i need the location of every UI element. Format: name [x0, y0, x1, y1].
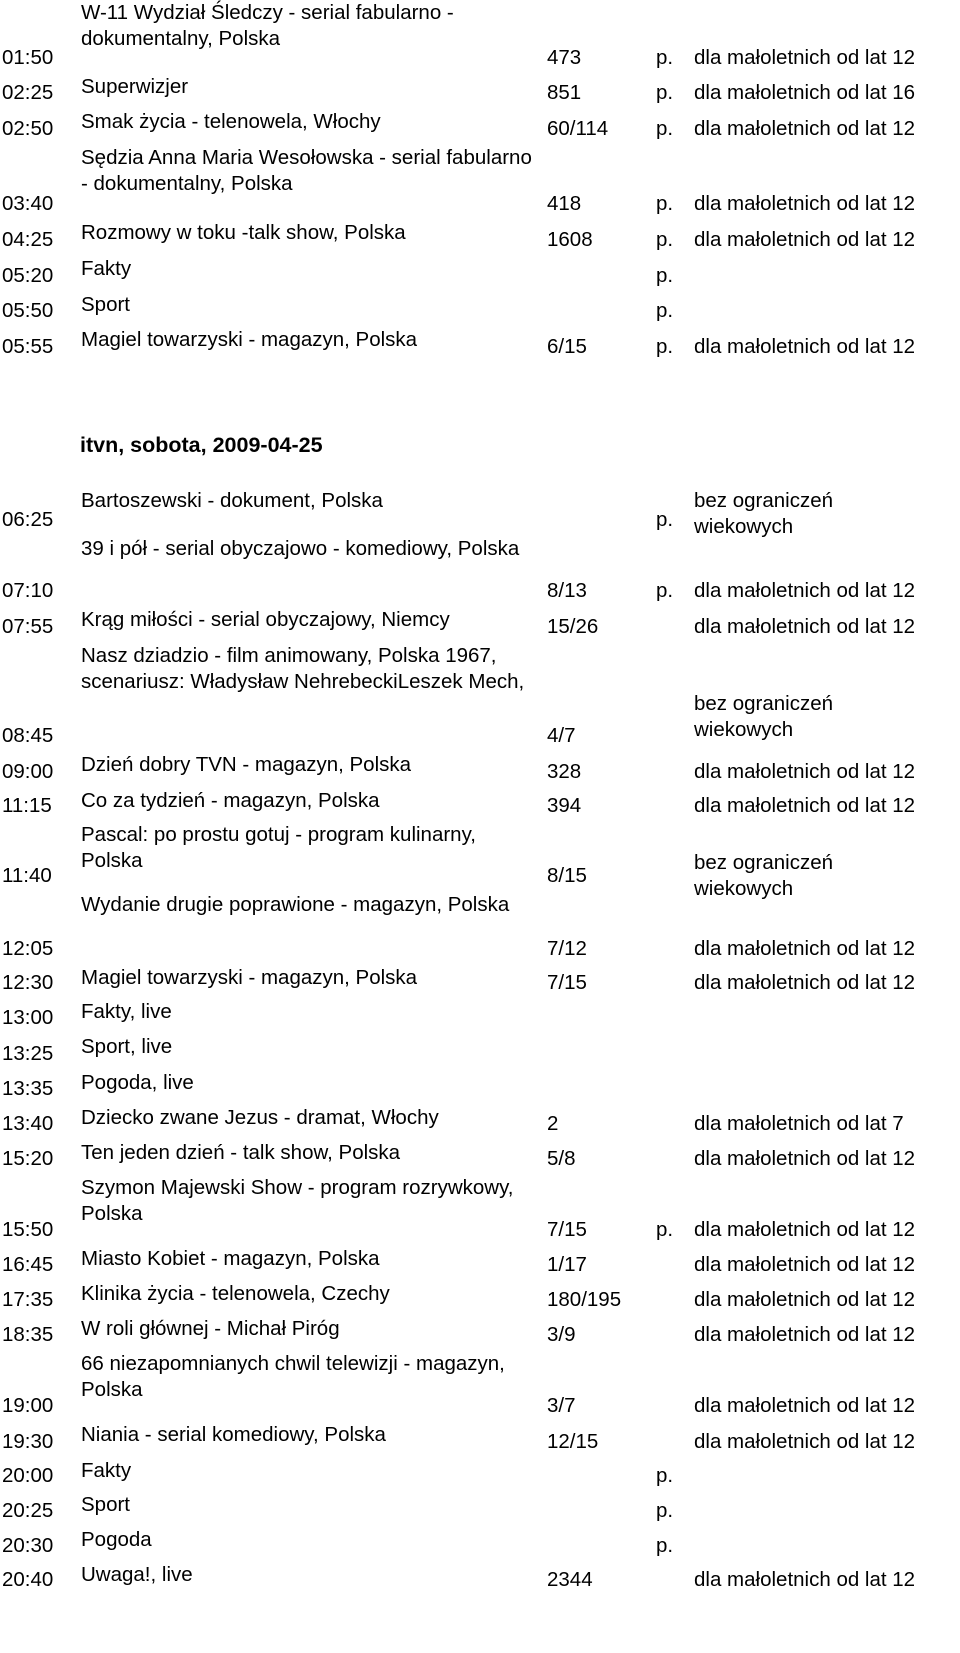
rating-cell: dla małoletnich od lat 12 [694, 228, 916, 251]
episode-cell: 394 [547, 794, 582, 817]
time-cell: 20:40 [2, 1568, 54, 1591]
schedule-table-1 [0, 0, 960, 363]
title-cell: Sport [81, 293, 130, 316]
schedule-row [0, 1562, 960, 1596]
title-cell: W-11 Wydział Śledczy - serial fabularno - dokumentalny, Polska [81, 1, 454, 50]
episode-cell: 5/8 [547, 1147, 576, 1170]
title-cell: Fakty, live [81, 1000, 172, 1023]
premiere-cell: p. [656, 579, 674, 602]
title-cell: Klinika życia - telenowela, Czechy [81, 1282, 390, 1305]
rating-cell: dla małoletnich od lat 12 [694, 117, 916, 140]
time-cell: 09:00 [2, 760, 54, 783]
rating-cell: dla małoletnich od lat 12 [694, 1147, 916, 1170]
time-cell: 11:15 [2, 794, 52, 817]
schedule-row [0, 220, 960, 256]
premiere-cell: p. [656, 81, 674, 104]
episode-cell: 7/15 [547, 1218, 587, 1241]
schedule-row [0, 327, 960, 363]
schedule-row [0, 0, 960, 74]
premiere-cell: p. [656, 264, 674, 287]
title-cell: Dziecko zwane Jezus - dramat, Włochy [81, 1106, 439, 1129]
time-cell: 07:10 [2, 579, 54, 602]
rating-cell: dla małoletnich od lat 12 [694, 1218, 916, 1241]
schedule-row [0, 1140, 960, 1175]
schedule-row [0, 822, 960, 900]
schedule-row [0, 74, 960, 109]
time-cell: 05:50 [2, 299, 54, 322]
rating-cell: dla małoletnich od lat 12 [694, 579, 916, 602]
premiere-cell: p. [656, 1464, 674, 1487]
schedule-row [0, 1458, 960, 1492]
schedule-row [0, 1105, 960, 1140]
rating-cell: dla małoletnich od lat 12 [694, 615, 916, 638]
schedule-row [0, 965, 960, 999]
title-cell: Bartoszewski - dokument, Polska [81, 489, 383, 512]
title-cell: 39 i pół - serial obyczajowo - komediowy, Polska [81, 537, 520, 560]
episode-cell: 2 [547, 1112, 559, 1135]
rating-cell: dla małoletnich od lat 12 [694, 1568, 916, 1591]
rating-cell: dla małoletnich od lat 12 [694, 1430, 916, 1453]
premiere-cell: p. [656, 335, 674, 358]
title-cell: Sędzia Anna Maria Wesołowska - serial fabularno - dokumentalny, Polska [81, 146, 532, 195]
time-cell: 05:20 [2, 264, 54, 287]
schedule-row [0, 1316, 960, 1351]
premiere-cell: p. [656, 46, 674, 69]
title-cell: Wydanie drugie poprawione - magazyn, Polska [81, 893, 510, 916]
episode-cell: 60/114 [547, 117, 609, 140]
schedule-row [0, 999, 960, 1034]
premiere-cell: p. [656, 117, 674, 140]
episode-cell: 1/17 [547, 1253, 587, 1276]
episode-cell: 473 [547, 46, 582, 69]
rating-cell: dla małoletnich od lat 12 [694, 335, 916, 358]
episode-cell: 180/195 [547, 1288, 622, 1311]
time-cell: 08:45 [2, 724, 54, 747]
premiere-cell: p. [656, 1499, 674, 1522]
rating-cell: dla małoletnich od lat 16 [694, 81, 916, 104]
title-cell: Pogoda [81, 1528, 152, 1551]
episode-cell: 15/26 [547, 615, 599, 638]
schedule-row [0, 488, 960, 536]
time-cell: 20:25 [2, 1499, 54, 1522]
premiere-cell: p. [656, 228, 674, 251]
time-cell: 15:20 [2, 1147, 54, 1170]
schedule-row [0, 892, 960, 965]
title-cell: Superwizjer [81, 75, 189, 98]
time-cell: 12:05 [2, 937, 54, 960]
title-cell: Sport, live [81, 1035, 173, 1058]
episode-cell: 851 [547, 81, 582, 104]
rating-cell: dla małoletnich od lat 12 [694, 192, 916, 215]
schedule-row [0, 1070, 960, 1105]
title-cell: Sport [81, 1493, 130, 1516]
title-cell: Ten jeden dzień - talk show, Polska [81, 1141, 401, 1164]
title-cell: Rozmowy w toku -talk show, Polska [81, 221, 406, 244]
channel-day-heading: itvn, sobota, 2009-04-25 [80, 433, 323, 457]
episode-cell: 1608 [547, 228, 593, 251]
schedule-row [0, 752, 960, 788]
time-cell: 02:50 [2, 117, 54, 140]
time-cell: 11:40 [2, 864, 52, 887]
time-cell: 13:40 [2, 1112, 54, 1135]
episode-cell: 418 [547, 192, 582, 215]
episode-cell: 3/9 [547, 1323, 576, 1346]
schedule-row [0, 292, 960, 327]
schedule-table-2 [0, 488, 960, 1596]
episode-cell: 8/15 [547, 864, 587, 887]
title-cell: Pascal: po prostu gotuj - program kulinarny, Polska [81, 823, 477, 872]
time-cell: 16:45 [2, 1253, 54, 1276]
episode-cell: 2344 [547, 1568, 593, 1591]
time-cell: 20:00 [2, 1464, 54, 1487]
time-cell: 15:50 [2, 1218, 54, 1241]
episode-cell: 7/15 [547, 971, 587, 994]
rating-cell: dla małoletnich od lat 12 [694, 46, 916, 69]
premiere-cell: p. [656, 1534, 674, 1557]
time-cell: 04:25 [2, 228, 54, 251]
title-cell: Dzień dobry TVN - magazyn, Polska [81, 753, 412, 776]
schedule-row [0, 145, 960, 220]
title-cell: Niania - serial komediowy, Polska [81, 1423, 386, 1446]
time-cell: 02:25 [2, 81, 54, 104]
time-cell: 13:35 [2, 1077, 54, 1100]
time-cell: 13:00 [2, 1006, 54, 1029]
schedule-row [0, 256, 960, 292]
episode-cell: 12/15 [547, 1430, 599, 1453]
schedule-row [0, 536, 960, 607]
title-cell: Nasz dziadzio - film animowany, Polska 1967, scenariusz: Władysław NehrebeckiLeszek Mech, [81, 644, 525, 693]
title-cell: Smak życia - telenowela, Włochy [81, 110, 381, 133]
title-cell: Miasto Kobiet - magazyn, Polska [81, 1247, 380, 1270]
rating-cell: dla małoletnich od lat 12 [694, 1394, 916, 1417]
time-cell: 06:25 [2, 508, 54, 531]
episode-cell: 6/15 [547, 335, 587, 358]
episode-cell: 4/7 [547, 724, 576, 747]
time-cell: 17:35 [2, 1288, 54, 1311]
episode-cell: 3/7 [547, 1394, 576, 1417]
time-cell: 05:55 [2, 335, 54, 358]
title-cell: Co za tydzień - magazyn, Polska [81, 789, 380, 812]
premiere-cell: p. [656, 299, 674, 322]
schedule-row [0, 109, 960, 145]
title-cell: 66 niezapomnianych chwil telewizji - magazyn, Polska [81, 1352, 505, 1401]
schedule-row [0, 1351, 960, 1422]
rating-cell: dla małoletnich od lat 12 [694, 1323, 916, 1346]
schedule-row [0, 607, 960, 643]
premiere-cell: p. [656, 192, 674, 215]
episode-cell: 7/12 [547, 937, 587, 960]
time-cell: 13:25 [2, 1042, 54, 1065]
premiere-cell: p. [656, 508, 674, 531]
title-cell: Pogoda, live [81, 1071, 194, 1094]
schedule-row [0, 1422, 960, 1458]
schedule-row [0, 1492, 960, 1527]
title-cell: Krąg miłości - serial obyczajowy, Niemcy [81, 608, 450, 631]
schedule-row [0, 1175, 960, 1246]
rating-cell: dla małoletnich od lat 12 [694, 794, 916, 817]
title-cell: Uwaga!, live [81, 1563, 193, 1586]
rating-cell: dla małoletnich od lat 12 [694, 1253, 916, 1276]
rating-cell: bez ograniczeń wiekowych [694, 692, 834, 741]
time-cell: 12:30 [2, 971, 54, 994]
schedule-row [0, 643, 960, 752]
title-cell: Magiel towarzyski - magazyn, Polska [81, 966, 418, 989]
episode-cell: 328 [547, 760, 582, 783]
rating-cell: dla małoletnich od lat 7 [694, 1112, 904, 1135]
schedule-row [0, 1281, 960, 1316]
rating-cell: bez ograniczeń wiekowych [694, 489, 834, 538]
title-cell: Szymon Majewski Show - program rozrywkowy, Polska [81, 1176, 514, 1225]
premiere-cell: p. [656, 1218, 674, 1241]
title-cell: Fakty [81, 1459, 132, 1482]
schedule-row [0, 1527, 960, 1562]
time-cell: 19:30 [2, 1430, 54, 1453]
rating-cell: bez ograniczeń wiekowych [694, 851, 834, 900]
time-cell: 03:40 [2, 192, 54, 215]
time-cell: 01:50 [2, 46, 54, 69]
rating-cell: dla małoletnich od lat 12 [694, 971, 916, 994]
rating-cell: dla małoletnich od lat 12 [694, 760, 916, 783]
time-cell: 18:35 [2, 1323, 54, 1346]
rating-cell: dla małoletnich od lat 12 [694, 1288, 916, 1311]
title-cell: Fakty [81, 257, 132, 280]
title-cell: Magiel towarzyski - magazyn, Polska [81, 328, 418, 351]
schedule-row [0, 1034, 960, 1070]
schedule-row [0, 788, 960, 822]
time-cell: 07:55 [2, 615, 54, 638]
schedule-row [0, 1246, 960, 1281]
rating-cell: dla małoletnich od lat 12 [694, 937, 916, 960]
title-cell: W roli głównej - Michał Piróg [81, 1317, 340, 1340]
time-cell: 19:00 [2, 1394, 54, 1417]
time-cell: 20:30 [2, 1534, 54, 1557]
episode-cell: 8/13 [547, 579, 587, 602]
